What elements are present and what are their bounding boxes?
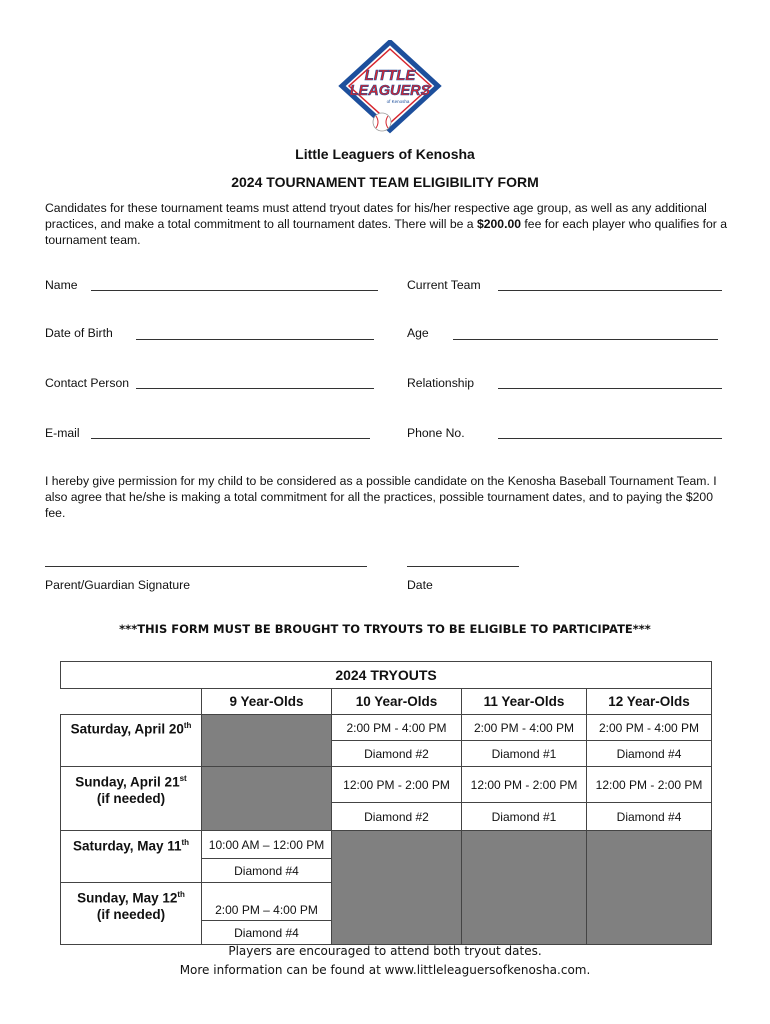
intro-before: Candidates for these tournament teams must attend tryout dates for his/her respective age group, as well as any additional practices, and make a total commitment to all tournament dates. There will be a	[45, 201, 707, 231]
day-april-20: Saturday, April 20th	[61, 715, 202, 767]
time-cell: 2:00 PM - 4:00 PM	[462, 715, 587, 741]
time-cell: 2:00 PM - 4:00 PM	[587, 715, 712, 741]
phone-field[interactable]	[498, 438, 722, 439]
current-team-field[interactable]	[498, 290, 722, 291]
name-field[interactable]	[91, 290, 378, 291]
diamond-cell: Diamond #4	[587, 803, 712, 831]
permission-paragraph: I hereby give permission for my child to be considered as a possible candidate on the Kenosha Baseball Tournament Team. I also agree that he/she is making a total commitment for all the practices, possible tournament dates, and to paying the $200 fee.	[45, 474, 717, 520]
email-field[interactable]	[91, 438, 370, 439]
footer-line2: More information can be found at www.littleleaguersofkenosha.com.	[179, 963, 591, 977]
dob-label: Date of Birth	[45, 326, 113, 340]
diamond-cell: Diamond #2	[332, 741, 462, 767]
parent-signature-field[interactable]	[45, 566, 367, 567]
time-cell: 12:00 PM - 2:00 PM	[332, 767, 462, 803]
time-cell: 10:00 AM – 12:00 PM	[202, 831, 332, 859]
email-label: E-mail	[45, 426, 80, 440]
grey-cell	[332, 831, 462, 945]
relationship-field[interactable]	[498, 388, 722, 389]
little-leaguers-logo	[338, 40, 442, 136]
form-title: 2024 TOURNAMENT TEAM ELIGIBILITY FORM	[231, 174, 539, 190]
dob-field[interactable]	[136, 339, 374, 340]
corner-cell	[61, 689, 202, 715]
name-label: Name	[45, 278, 78, 292]
age-label: Age	[407, 326, 429, 340]
grey-cell	[202, 767, 332, 831]
diamond-cell: Diamond #1	[462, 803, 587, 831]
day-may-12: Sunday, May 12th (if needed)	[61, 883, 202, 945]
time-cell: 12:00 PM - 2:00 PM	[587, 767, 712, 803]
tryouts-table	[60, 661, 712, 945]
logo-line3: of Kenosha	[386, 99, 410, 104]
age-field[interactable]	[453, 339, 718, 340]
parent-signature-label: Parent/Guardian Signature	[45, 578, 190, 592]
logo-line1: LITTLE	[364, 67, 416, 84]
grey-cell	[202, 715, 332, 767]
day-may-11: Saturday, May 11th	[61, 831, 202, 883]
grey-cell	[587, 831, 712, 945]
date-field[interactable]	[407, 566, 519, 567]
intro-paragraph	[45, 200, 735, 248]
col-12-year-olds: 12 Year-Olds	[587, 689, 712, 715]
diamond-cell: Diamond #4	[587, 741, 712, 767]
time-cell: 12:00 PM - 2:00 PM	[462, 767, 587, 803]
day-april-21: Sunday, April 21st (if needed)	[61, 767, 202, 831]
contact-field[interactable]	[136, 388, 374, 389]
grey-cell	[462, 831, 587, 945]
col-11-year-olds: 11 Year-Olds	[462, 689, 587, 715]
tryouts-title: 2024 TRYOUTS	[61, 662, 712, 689]
footer-line1: Players are encouraged to attend both tryout dates.	[228, 944, 542, 958]
col-9-year-olds: 9 Year-Olds	[202, 689, 332, 715]
logo-line2: LEAGUERS	[349, 83, 431, 99]
time-cell: 2:00 PM - 4:00 PM	[332, 715, 462, 741]
date-label: Date	[407, 578, 433, 592]
time-cell: 2:00 PM – 4:00 PM	[202, 883, 332, 921]
phone-label: Phone No.	[407, 426, 465, 440]
relationship-label: Relationship	[407, 376, 475, 390]
org-title: Little Leaguers of Kenosha	[295, 146, 475, 162]
diamond-cell: Diamond #4	[202, 859, 332, 883]
diamond-cell: Diamond #4	[202, 921, 332, 945]
bring-form-notice: ***THIS FORM MUST BE BROUGHT TO TRYOUTS TO BE ELIGIBLE TO PARTICIPATE***	[119, 622, 651, 636]
baseball-icon	[373, 113, 391, 131]
col-10-year-olds: 10 Year-Olds	[332, 689, 462, 715]
intro-after: fee for each player who qualifies for a tournament team.	[45, 217, 727, 247]
diamond-cell: Diamond #1	[462, 741, 587, 767]
diamond-cell: Diamond #2	[332, 803, 462, 831]
current-team-label: Current Team	[407, 278, 481, 292]
contact-label: Contact Person	[45, 376, 130, 390]
intro-fee: $200.00	[476, 217, 522, 231]
